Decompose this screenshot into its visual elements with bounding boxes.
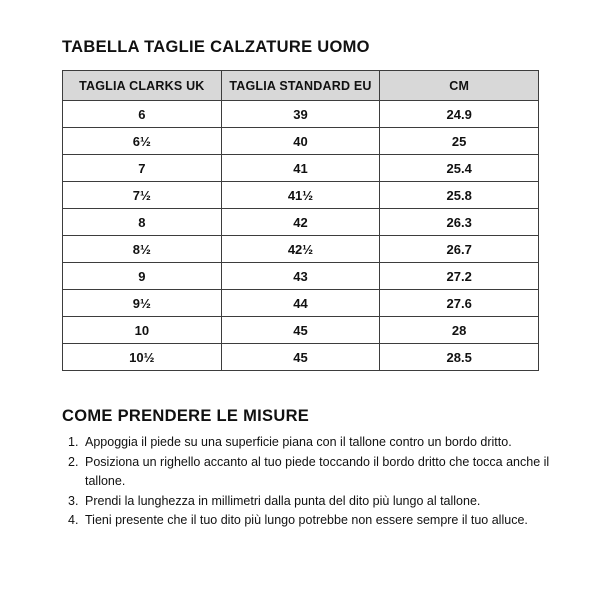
- cell-cm-size: 26.3: [380, 209, 539, 236]
- page-title: TABELLA TAGLIE CALZATURE UOMO: [62, 38, 370, 56]
- table-row: [63, 101, 539, 128]
- section-heading-measure: COME PRENDERE LE MISURE: [62, 407, 310, 425]
- cell-cm-size: 27.6: [380, 290, 539, 317]
- table-row: [63, 155, 539, 182]
- table-row: [63, 317, 539, 344]
- cell-uk-size: 9½: [63, 290, 222, 317]
- step-item: [68, 511, 560, 531]
- step-text: Posiziona un righello accanto al tuo piede toccando il bordo dritto che tocca anche il tallone.: [85, 454, 550, 488]
- measure-steps-list: [68, 433, 560, 531]
- column-header-cm: CM: [380, 71, 539, 101]
- cell-uk-size: 6: [63, 101, 222, 128]
- table-row: [63, 128, 539, 155]
- step-text: Prendi la lunghezza in millimetri dalla punta del dito più lungo al tallone.: [85, 493, 481, 508]
- cell-cm-size: 25.4: [380, 155, 539, 182]
- cell-uk-size: 7½: [63, 182, 222, 209]
- cell-uk-size: 8½: [63, 236, 222, 263]
- cell-uk-size: 10½: [63, 344, 222, 371]
- cell-eu-size: 40: [221, 128, 380, 155]
- cell-eu-size: 41: [221, 155, 380, 182]
- cell-eu-size: 39: [221, 101, 380, 128]
- cell-cm-size: 24.9: [380, 101, 539, 128]
- cell-eu-size: 44: [221, 290, 380, 317]
- step-number: 3.: [68, 493, 79, 508]
- cell-cm-size: 28: [380, 317, 539, 344]
- table-row: [63, 344, 539, 371]
- cell-eu-size: 42½: [221, 236, 380, 263]
- table-row: [63, 182, 539, 209]
- cell-eu-size: 43: [221, 263, 380, 290]
- step-text: Appoggia il piede su una superficie piana con il tallone contro un bordo dritto.: [85, 435, 512, 449]
- table-row: [63, 263, 539, 290]
- cell-cm-size: 28.5: [380, 344, 539, 371]
- column-header-uk: TAGLIA CLARKS UK: [63, 71, 222, 101]
- cell-uk-size: 6½: [63, 128, 222, 155]
- step-text: Tieni presente che il tuo dito più lungo potrebbe non essere sempre il tuo alluce.: [85, 513, 528, 527]
- cell-eu-size: 45: [221, 344, 380, 371]
- step-item: [68, 433, 560, 453]
- cell-uk-size: 10: [63, 317, 222, 344]
- step-item: [68, 453, 560, 492]
- table-row: [63, 290, 539, 317]
- cell-uk-size: 7: [63, 155, 222, 182]
- cell-cm-size: 26.7: [380, 236, 539, 263]
- cell-eu-size: 42: [221, 209, 380, 236]
- cell-uk-size: 9: [63, 263, 222, 290]
- table-row: [63, 236, 539, 263]
- cell-uk-size: 8: [63, 209, 222, 236]
- table-row: [63, 209, 539, 236]
- cell-cm-size: 27.2: [380, 263, 539, 290]
- cell-cm-size: 25.8: [380, 182, 539, 209]
- step-number: 2.: [68, 454, 79, 469]
- cell-eu-size: 41½: [221, 182, 380, 209]
- cell-cm-size: 25: [380, 128, 539, 155]
- step-number: 1.: [68, 435, 79, 449]
- step-number: 4.: [68, 513, 79, 527]
- column-header-eu: TAGLIA STANDARD EU: [221, 71, 380, 101]
- table-header-row: [63, 71, 539, 101]
- size-table: [62, 70, 539, 371]
- step-item: [68, 492, 560, 512]
- cell-eu-size: 45: [221, 317, 380, 344]
